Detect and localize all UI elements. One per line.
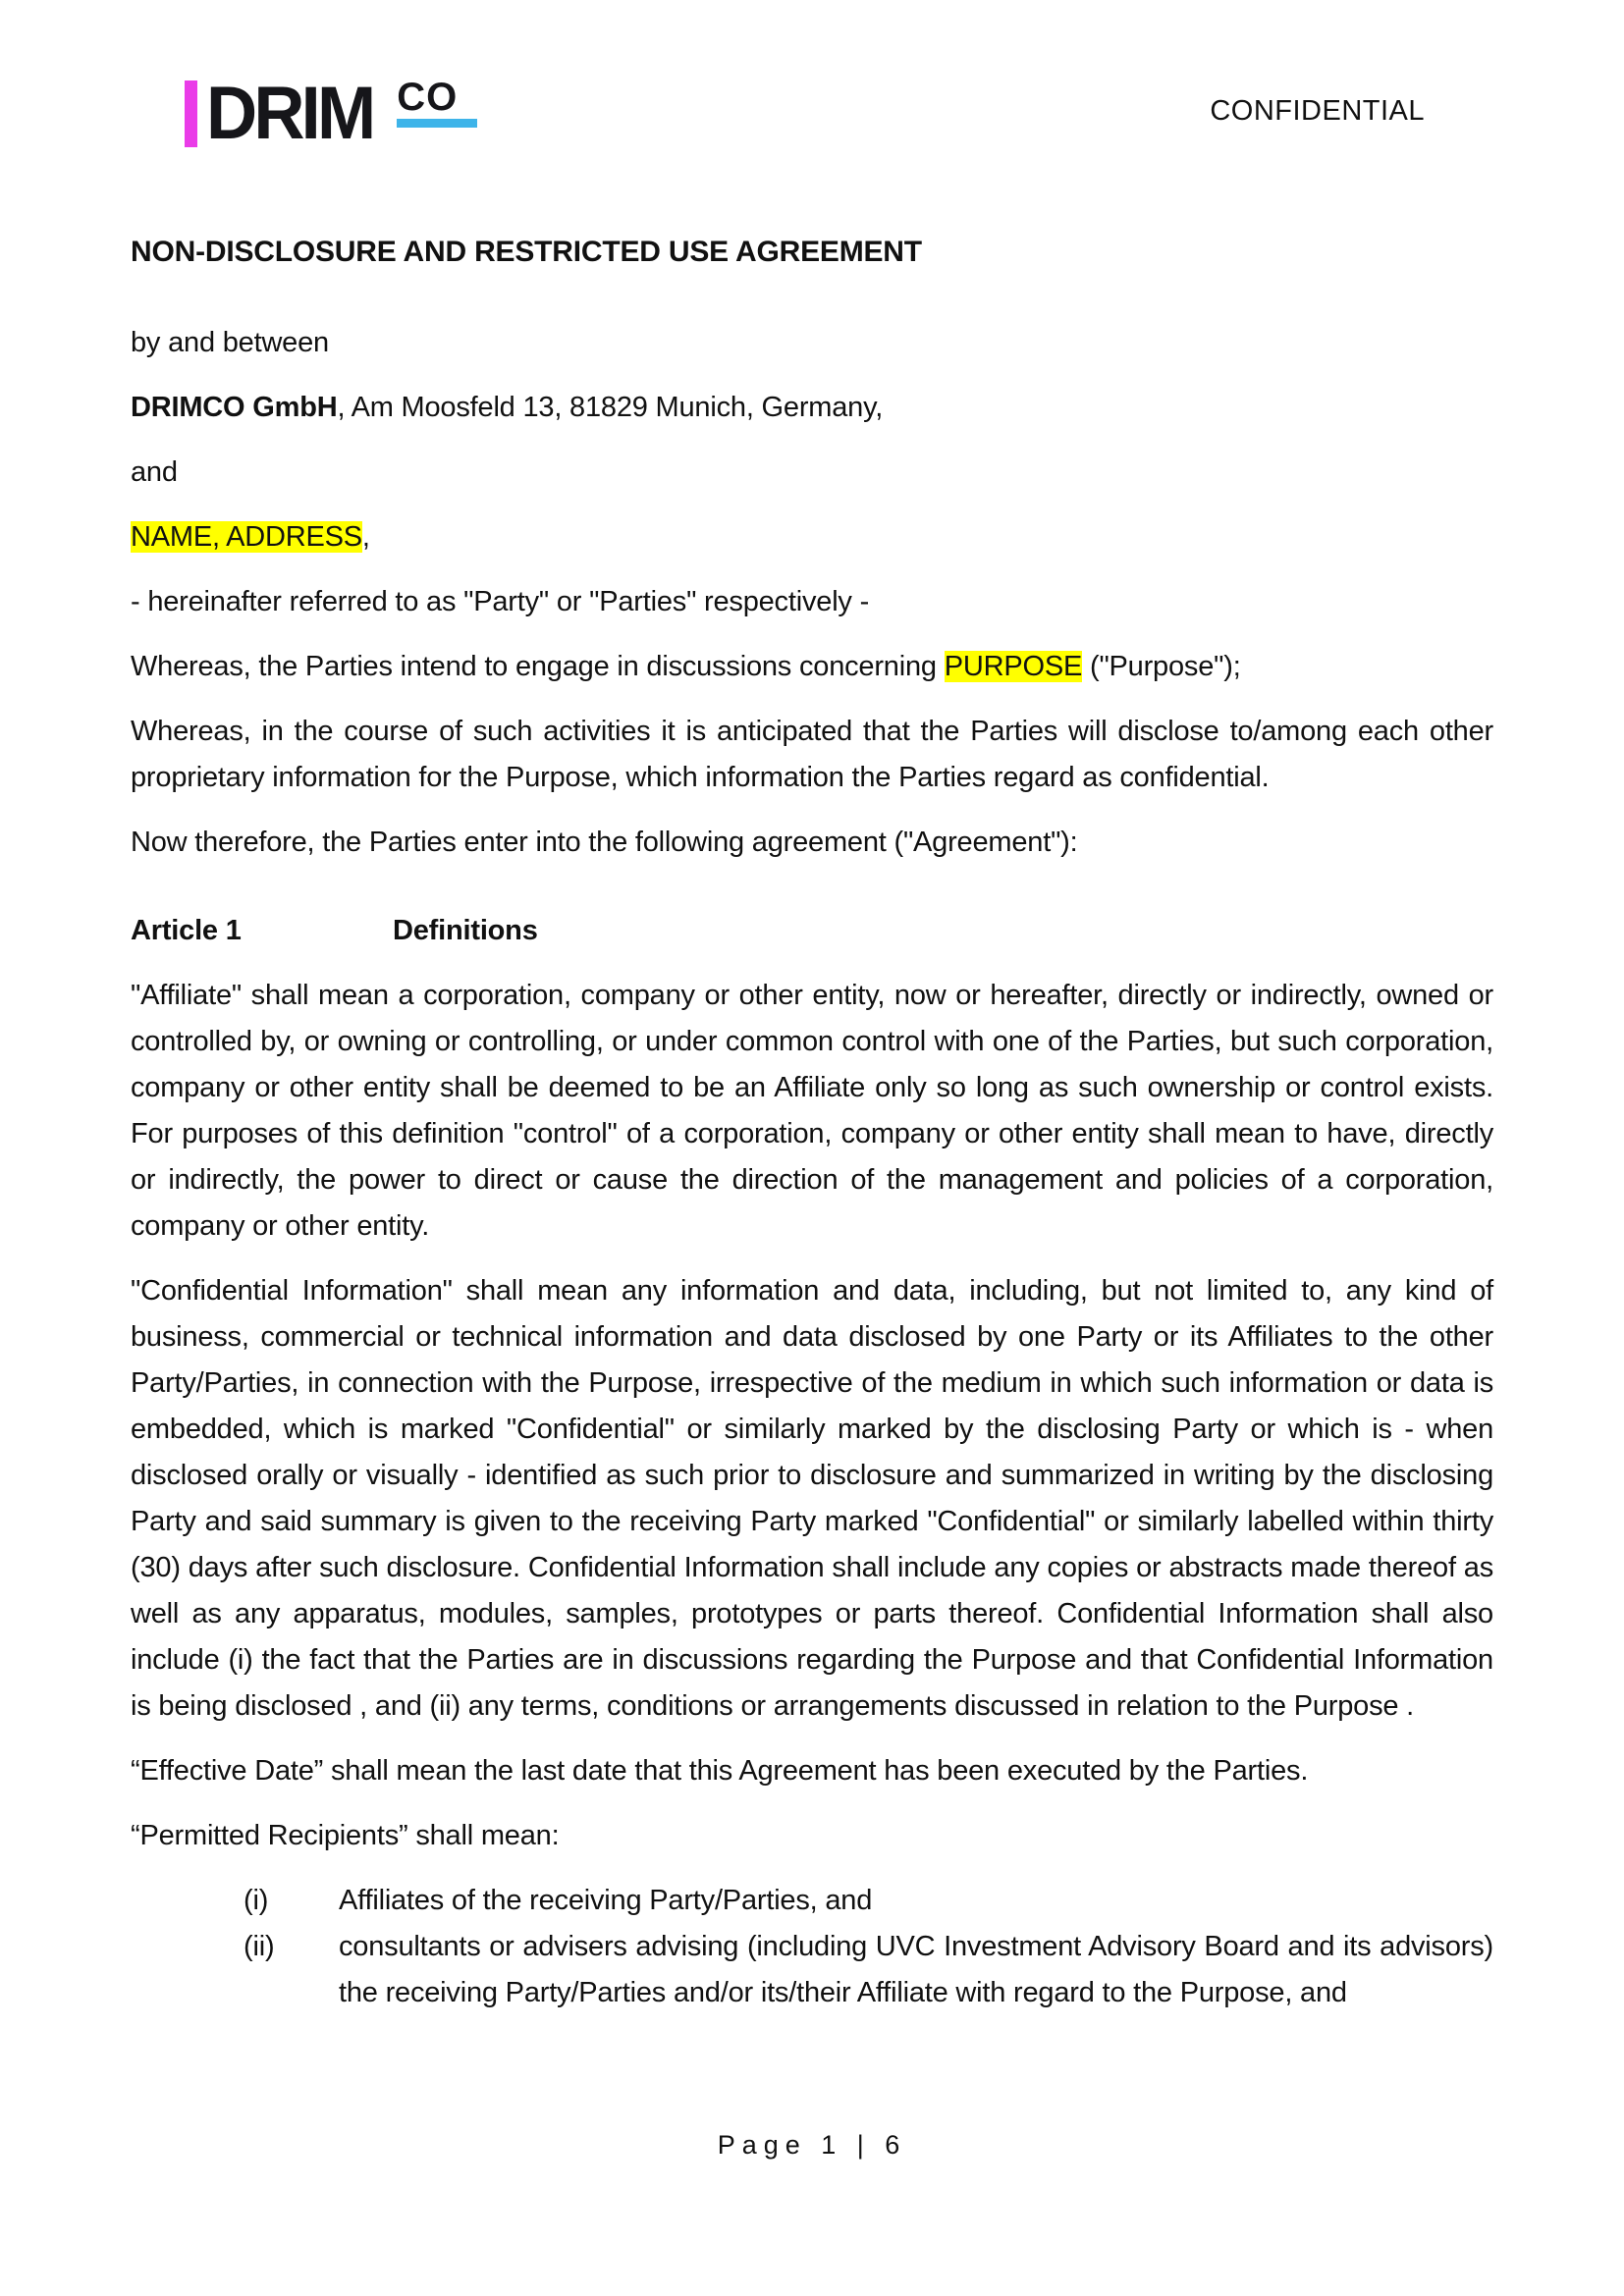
page-header [131, 72, 1493, 155]
paragraph-whereas-2: Whereas, in the course of such activities it is anticipated that the Parties will disclose to/among each other proprietary information for the Purpose, which information the Parties regard as confidential. [131, 716, 1493, 793]
paragraph-effective-date-definition: “Effective Date” shall mean the last date that this Agreement has been executed by the Parties. [131, 1755, 1309, 1787]
article-1-heading [131, 908, 1493, 954]
confidential-label: CONFIDENTIAL [1210, 95, 1425, 127]
paragraph-whereas-1 [131, 644, 1493, 690]
party1-address: , Am Moosfeld 13, 81829 Munich, Germany, [337, 392, 884, 423]
whereas1-text: Whereas, the Parties intend to engage in discussions concerning [131, 651, 945, 682]
paragraph-party1 [131, 385, 1493, 431]
article-number: Article 1 [131, 915, 242, 946]
document-title: NON-DISCLOSURE AND RESTRICTED USE AGREEMENT [131, 236, 922, 268]
list-item-text: Affiliates of the receiving Party/Parties, and [339, 1885, 873, 1916]
page-number: Page 1 | 6 [717, 2130, 907, 2160]
paragraph-confidential-information-definition: "Confidential Information" shall mean any information and data, including, but not limited to, any kind of business, commercial or technical information and data disclosed by one Party or its Affiliates to the other Party/Parties, in connection with the Purpose, irrespective of the medium in which such information or data is embedded, which is marked "Confidential" or similarly marked by the disclosing Party or which is - when disclosed orally or visually - identified as such prior to disclosure and summarized in writing by the disclosing Party and said summary is given to the receiving Party marked "Confidential" or similarly labelled within thirty (30) days after such disclosure. Confidential Information shall include any copies or abstracts made thereof as well as any apparatus, modules, samples, prototypes or parts thereof. Confidential Information shall also include (i) the fact that the Parties are in discussions regarding the Purpose and that Confidential Information is being disclosed , and (ii) any terms, conditions or arrangements discussed in relation to the Purpose . [131, 1275, 1493, 1722]
logo-wordmark: DRIM [206, 72, 373, 155]
list-item-text: consultants or advisers advising (including UVC Investment Advisory Board and its advisors) the receiving Party/Parties and/or its/their Affiliate with regard to the Purpose, and [339, 1931, 1493, 2008]
paragraph-now-therefore: Now therefore, the Parties enter into the following agreement ("Agreement"): [131, 827, 1078, 858]
list-item-i [131, 1878, 1493, 1924]
logo-underline-icon [397, 119, 477, 128]
list-item-ii [131, 1924, 1493, 2016]
purpose-placeholder-highlight: PURPOSE [944, 651, 1083, 682]
logo-suffix-text: CO [397, 76, 459, 119]
party2-placeholder-highlight: NAME, ADDRESS [131, 521, 362, 553]
paragraph-permitted-recipients-intro: “Permitted Recipients” shall mean: [131, 1820, 560, 1851]
party1-name: DRIMCO GmbH [131, 392, 338, 423]
list-marker: (ii) [244, 1931, 275, 1962]
paragraph-affiliate-definition: "Affiliate" shall mean a corporation, company or other entity, now or hereafter, directly or indirectly, owned or controlled by, or owning or controlling, or under common control with one of the Parties, but such corporation, company or other entity shall be deemed to be an Affiliate only so long as such ownership or control exists. For purposes of this definition "control" of a corporation, company or other entity shall mean to have, directly or indirectly, the power to direct or cause the direction of the management and policies of a corporation, company or other entity. [131, 980, 1493, 1242]
whereas1-tail: ("Purpose"); [1082, 651, 1241, 682]
paragraph-by-and-between: by and between [131, 327, 329, 358]
logo-accent-bar-icon [185, 80, 197, 147]
drimco-logo [185, 72, 477, 155]
party2-rest: , [361, 521, 370, 553]
document-body [131, 229, 1493, 2016]
paragraph-party2 [131, 514, 1493, 561]
paragraph-hereinafter: - hereinafter referred to as "Party" or "Parties" respectively - [131, 586, 870, 617]
article-title: Definitions [393, 915, 538, 946]
list-marker: (i) [244, 1885, 269, 1916]
paragraph-and: and [131, 456, 178, 488]
logo-suffix-block [397, 76, 477, 128]
